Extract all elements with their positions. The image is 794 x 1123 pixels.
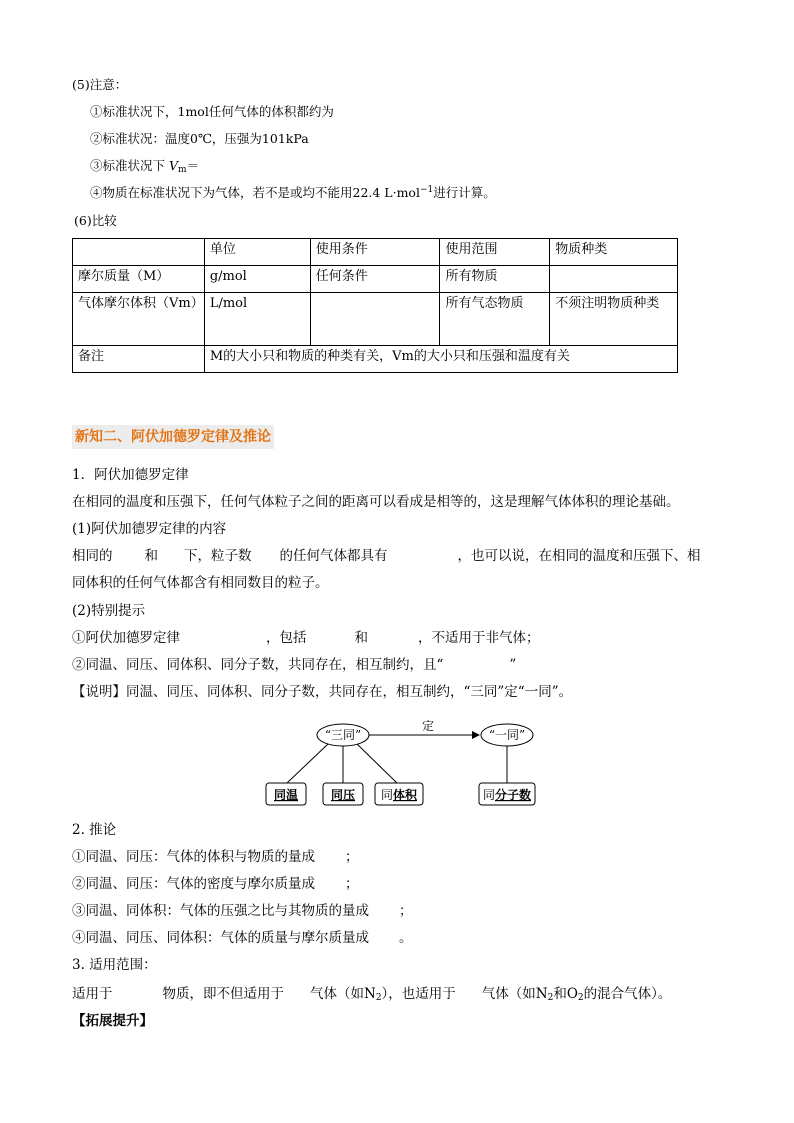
extension-heading: 【拓展提升】 xyxy=(72,1013,153,1029)
tips-heading: (2)特别提示 xyxy=(72,603,146,619)
box-same-temperature-label: 同温 xyxy=(273,788,299,802)
subscript: 2 xyxy=(577,993,584,1003)
left-node-label: “三同” xyxy=(324,728,362,742)
box-same-pressure-label: 同压 xyxy=(330,788,356,802)
table-row xyxy=(73,266,678,293)
inference-3 xyxy=(72,903,413,921)
scope-text: 和O xyxy=(553,986,578,1002)
note-item-1: ①标准状况下，1mol任何气体的体积都约为 xyxy=(90,104,334,119)
table-cell: 任何条件 xyxy=(310,266,440,293)
law-text: 相同的 xyxy=(72,548,113,564)
scope-text: 适用于 xyxy=(72,986,113,1002)
scope-text: 气体（如N xyxy=(481,986,548,1002)
inference-text: ②同温、同压：气体的密度与摩尔质量成 xyxy=(72,876,315,892)
inference-punct: ； xyxy=(345,849,359,865)
scope-heading: 3. 适用范围： xyxy=(72,957,157,973)
connector-line xyxy=(287,744,328,783)
note-item-4-text: ④物质在标准状况下为气体，若不是或均不能用22.4 L·mol xyxy=(90,185,420,200)
section-title: 新知二、阿伏加德罗定律及推论 xyxy=(72,425,274,449)
comparison-table xyxy=(72,238,678,373)
tip-text: ，包括 xyxy=(266,630,307,646)
table-cell: 摩尔质量（M） xyxy=(73,266,205,293)
inference-4 xyxy=(72,930,413,948)
note-item-4-superscript: −1 xyxy=(419,185,434,195)
scope-text: 气体（如N xyxy=(310,986,376,1002)
subscript: 2 xyxy=(375,993,382,1003)
note-item-4 xyxy=(90,185,496,201)
inference-text: ③同温、同体积：气体的压强之比与其物质的量成 xyxy=(72,903,369,919)
inference-punct: ； xyxy=(345,876,359,892)
scope-text: 物质，即不但适用于 xyxy=(162,986,284,1002)
law-text: 下，粒子数 xyxy=(184,548,252,564)
note-item-3 xyxy=(90,158,199,177)
table-header-cell xyxy=(73,239,205,266)
table-row xyxy=(73,346,678,373)
box-same-volume-prefix: 同 xyxy=(380,788,393,802)
note-item-4-end: 进行计算。 xyxy=(433,185,496,200)
right-node-label: “一同” xyxy=(488,728,526,742)
note-item-2: ②标准状况：温度0℃，压强为101kPa xyxy=(90,131,309,146)
table-cell xyxy=(550,266,678,293)
tip-text: ①阿伏加德罗定律 xyxy=(72,630,180,646)
table-cell: 所有气态物质 xyxy=(440,293,550,346)
inference-heading: 2. 推论 xyxy=(72,822,117,838)
law-content-line-2: 同体积的任何气体都含有相同数目的粒子。 xyxy=(72,575,329,591)
law-intro: 在相同的温度和压强下，任何气体粒子之间的距离可以看成是相等的，这是理解气体体积的理论基础。 xyxy=(72,494,680,510)
inference-text: ④同温、同压、同体积：气体的质量与摩尔质量成 xyxy=(72,930,369,946)
tip-text: 和 xyxy=(354,630,368,646)
table-header-cell: 使用条件 xyxy=(310,239,440,266)
law-content-heading: (1)阿伏加德罗定律的内容 xyxy=(72,521,227,537)
notes-heading: (5)注意： xyxy=(72,77,128,92)
law-content-line-1 xyxy=(72,548,701,566)
scope-text: 的混合气体）。 xyxy=(583,986,672,1002)
note-item-3-suffix: ＝ xyxy=(186,158,200,173)
scope-text: ），也适用于 xyxy=(381,986,456,1002)
tip-text: ” xyxy=(509,657,517,673)
tip-1 xyxy=(72,630,540,648)
box-same-molecule-count-label xyxy=(483,787,531,802)
tip-text: ，不适用于非气体； xyxy=(418,630,540,646)
table-cell: L/mol xyxy=(204,293,310,346)
table-header-row xyxy=(73,239,678,266)
table-header-cell: 单位 xyxy=(204,239,310,266)
box-molecule-word: 分子数 xyxy=(495,788,532,802)
law-heading: 1．阿伏加德罗定律 xyxy=(72,467,189,483)
law-text: ，也可以说，在相同的温度和压强下、相 xyxy=(457,548,701,564)
tip-2 xyxy=(72,657,516,675)
inference-punct: 。 xyxy=(399,930,413,946)
scope-paragraph xyxy=(72,986,671,1005)
inference-text: ①同温、同压：气体的体积与物质的量成 xyxy=(72,849,315,865)
note-item-3-prefix: ③标准状况下 xyxy=(90,158,166,173)
box-same-volume-word: 体积 xyxy=(393,788,418,802)
table-header-cell: 物质种类 xyxy=(550,239,678,266)
inference-2 xyxy=(72,876,359,894)
table-cell: g/mol xyxy=(204,266,310,293)
compare-heading: (6)比较 xyxy=(74,213,117,228)
subscript: 2 xyxy=(547,993,554,1003)
table-cell: 不须注明物质种类 xyxy=(550,293,678,346)
inference-1 xyxy=(72,849,359,867)
table-row xyxy=(73,293,678,346)
law-text: 的任何气体都具有 xyxy=(279,548,388,564)
connector-line xyxy=(357,744,397,783)
three-same-diagram xyxy=(260,712,550,812)
inference-punct: ； xyxy=(399,903,413,919)
table-cell: 气体摩尔体积（Vm） xyxy=(73,293,205,346)
table-cell: 备注 xyxy=(73,346,205,373)
vm-variable: V xyxy=(169,158,179,173)
table-cell xyxy=(310,293,440,346)
table-header-cell: 使用范围 xyxy=(440,239,550,266)
arrow-label: 定 xyxy=(421,719,435,733)
vm-subscript: m xyxy=(178,165,187,175)
law-text: 和 xyxy=(144,548,158,564)
box-same-volume-label xyxy=(381,787,418,802)
tip-text: ②同温、同压、同体积、同分子数，共同存在，相互制约，且“ xyxy=(72,657,444,673)
box-molecule-prefix: 同 xyxy=(482,788,495,802)
explanation: 【说明】同温、同压、同体积、同分子数，共同存在，相互制约，“三同”定“一同”。 xyxy=(72,684,573,700)
table-cell: 所有物质 xyxy=(440,266,550,293)
table-cell-remark: M的大小只和物质的种类有关，Vm的大小只和压强和温度有关 xyxy=(204,346,677,373)
